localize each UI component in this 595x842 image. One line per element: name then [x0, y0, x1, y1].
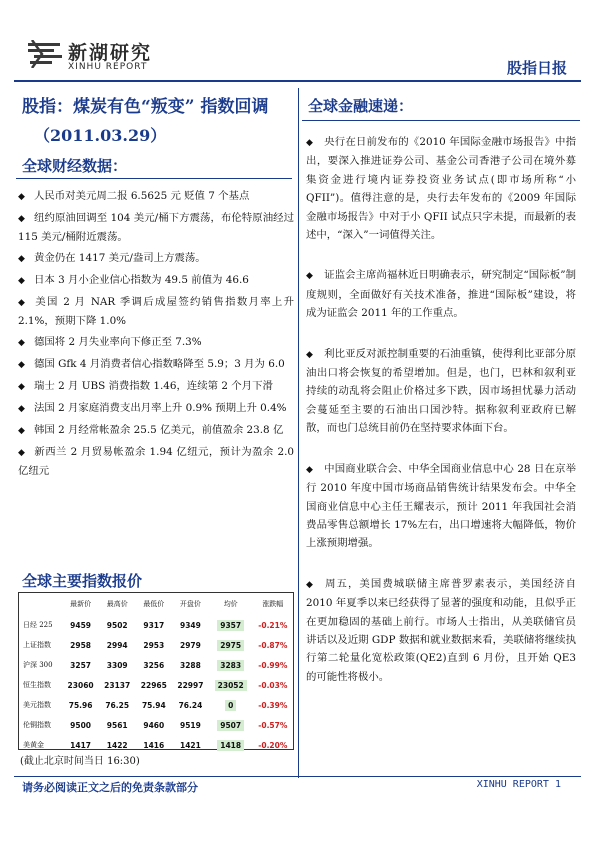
cell-latest: 3257: [70, 660, 92, 670]
diamond-bullet-icon: ◆: [18, 448, 25, 458]
column-header: 最新价: [70, 600, 92, 608]
cell-change: -0.21%: [258, 620, 288, 630]
list-item: [306, 575, 576, 686]
list-item-text: 德国将 2 月失业率向下修正至 7.3%: [34, 336, 202, 348]
cell-change: -0.20%: [258, 740, 288, 750]
list-item: [306, 460, 576, 553]
cell-latest: 9500: [70, 720, 92, 730]
list-item: [306, 345, 576, 438]
column-divider: [298, 88, 299, 778]
cell-low: 2953: [143, 640, 165, 650]
cell-latest: 9459: [70, 620, 92, 630]
list-item: [18, 293, 294, 330]
table-row: [19, 715, 293, 735]
cell-average: 2975: [217, 640, 244, 651]
table-row: [19, 675, 293, 695]
list-item: [18, 271, 294, 290]
list-item: [18, 209, 294, 246]
news-item-text: 利比亚反对派控制重要的石油重镇，使得利比亚部分原油出口将会恢复的希望增加。但是，也门，巴林和叙利亚持续的动乱将会阻止价格过多下跌，因市场担忧暴力活动会蔓延至主要的石油出口国沙特。据称叙利亚政府已解散，而也门总统目前仍在坚持要求体面下台。: [306, 347, 576, 435]
table-footnote: (截止北京时间当日 16:30): [20, 756, 140, 767]
column-header: 涨跌幅: [262, 600, 284, 608]
diamond-bullet-icon: ◆: [306, 349, 313, 360]
cell-high: 9502: [106, 620, 128, 630]
index-name: 恒生指数: [23, 681, 51, 689]
list-item: [18, 399, 294, 418]
diamond-bullet-icon: ◆: [18, 382, 25, 392]
company-logo: [28, 38, 188, 78]
index-name: 美元指数: [23, 701, 51, 709]
cell-average: 3283: [217, 660, 244, 671]
news-item-text: 中国商业联合会、中华全国商业信息中心 28 日在京举行 2010 年度中国市场商品销售统计结果发布会。中华全国商业信息中心主任王耀表示，预计 2011 年我国社会消费品零售总额增长 17%左右，出口增速将大幅降低，物价上涨预期增强。: [306, 462, 576, 550]
cell-average: 9507: [217, 720, 244, 731]
table-header-row: [19, 593, 293, 615]
list-item-text: 德国 Gfk 4 月消费者信心指数略降至 5.9；3 月为 6.0: [34, 358, 285, 370]
list-item-text: 法国 2 月家庭消费支出月率上升 0.9% 预期上升 0.4%: [34, 402, 287, 414]
list-item: [306, 133, 576, 244]
cell-high: 1422: [106, 740, 128, 750]
cell-open: 76.24: [178, 700, 203, 710]
cell-high: 3309: [106, 660, 128, 670]
cell-open: 9519: [179, 720, 201, 730]
econ-heading-rule: [16, 178, 292, 179]
column-header: 最高价: [106, 600, 128, 608]
cell-latest: 75.96: [68, 700, 93, 710]
list-item-text: 美国 2 月 NAR 季调后成屋签约销售指数月率上升 2.1%，预期下降 1.0%: [18, 296, 294, 327]
logo-text-cn: 新湖研究: [68, 42, 153, 64]
index-quotes-table: [18, 592, 294, 750]
index-name: 沪深 300: [23, 661, 53, 669]
cell-high: 2994: [106, 640, 128, 650]
list-item-text: 人民币对美元周二报 6.5625 元 贬值 7 个基点: [34, 190, 250, 202]
cell-latest: 23060: [67, 680, 94, 690]
diamond-bullet-icon: ◆: [18, 298, 25, 308]
diamond-bullet-icon: ◆: [18, 192, 25, 202]
table-row: [19, 655, 293, 675]
cell-latest: 1417: [70, 740, 92, 750]
list-item: [18, 377, 294, 396]
news-item-text: 央行在日前发布的《2010 年国际金融市场报告》中指出，要深入推进证券公司、基金公司香港子公司在境外募集资金进行境内证券投资业务试点(即市场所称“小 QFII”)。值得注意的是，央行去年发布的《2009 年国际金融市场报告》中对于小 QFII 试点只字未提，而最新的表述中，“深入”一词值得关注。: [306, 136, 576, 242]
column-header: 开盘价: [179, 600, 201, 608]
diamond-bullet-icon: ◆: [306, 138, 313, 148]
global-news-heading: 全球金融速递：: [308, 97, 414, 115]
diamond-bullet-icon: ◆: [306, 579, 313, 590]
footer-brand: [477, 779, 561, 790]
cell-low: 3256: [143, 660, 165, 670]
list-item: [306, 266, 576, 322]
cell-open: 22997: [177, 680, 204, 690]
diamond-bullet-icon: ◆: [306, 271, 313, 282]
cell-average: 23052: [215, 680, 247, 691]
diamond-bullet-icon: ◆: [18, 276, 25, 286]
column-header: [19, 593, 62, 615]
diamond-bullet-icon: ◆: [18, 254, 25, 264]
cell-latest: 2958: [70, 640, 92, 650]
diamond-bullet-icon: ◆: [18, 338, 25, 348]
table-row: [19, 635, 293, 655]
list-item: [18, 443, 294, 480]
index-name: 上证指数: [23, 641, 51, 649]
column-header: 均价: [223, 600, 238, 608]
list-item: [18, 249, 294, 268]
news-item-text: 证监会主席尚福林近日明确表示，研究制定“国际板”制度规则，全面做好有关技术准备，推进“国际板”建设，将成为证监会 2011 年的工作重点。: [306, 269, 576, 320]
column-header: 最低价: [143, 600, 165, 608]
cell-open: 3288: [179, 660, 201, 670]
list-item-text: 黄金仍在 1417 美元/盎司上方震荡。: [34, 252, 206, 264]
table-row: [19, 615, 293, 635]
diamond-bullet-icon: ◆: [18, 214, 25, 224]
cell-high: 76.25: [105, 700, 130, 710]
global-news-list: [306, 133, 576, 708]
index-quotes-heading: 全球主要指数报价: [22, 572, 143, 590]
cell-open: 2979: [179, 640, 201, 650]
cell-average: 9357: [217, 620, 244, 631]
list-item: [18, 421, 294, 440]
index-name: 美黄金: [23, 741, 44, 749]
page-title: 股指：煤炭有色“叛变” 指数回调: [22, 97, 269, 117]
index-name: 伦铜指数: [23, 721, 51, 729]
cell-low: 9460: [143, 720, 165, 730]
cell-low: 75.94: [141, 700, 166, 710]
footer-divider: [14, 776, 581, 777]
cell-low: 22965: [140, 680, 167, 690]
diamond-bullet-icon: ◆: [18, 426, 25, 436]
header-divider: [14, 80, 581, 82]
econ-data-heading: 全球财经数据：: [22, 157, 128, 175]
page-number: 1: [554, 779, 561, 790]
cell-average: 0: [225, 700, 236, 711]
diamond-bullet-icon: ◆: [18, 360, 25, 370]
list-item: [18, 333, 294, 352]
cell-change: -0.03%: [258, 680, 288, 690]
cell-change: -0.87%: [258, 640, 288, 650]
table-row: [19, 695, 293, 715]
cell-open: 9349: [179, 620, 201, 630]
xinhu-logo-icon: [28, 40, 62, 68]
diamond-bullet-icon: ◆: [306, 464, 313, 475]
global-heading-rule: [302, 120, 580, 121]
list-item-text: 瑞士 2 月 UBS 消费指数 1.46，连续第 2 个月下滑: [34, 380, 273, 392]
cell-change: -0.39%: [258, 700, 288, 710]
list-item: [18, 187, 294, 206]
cell-change: -0.57%: [258, 720, 288, 730]
index-table: [19, 593, 293, 755]
cell-average: 1418: [217, 740, 244, 751]
econ-data-list: [18, 187, 294, 483]
list-item: [18, 355, 294, 374]
cell-open: 1421: [179, 740, 201, 750]
cell-low: 1416: [143, 740, 165, 750]
disclaimer-note: 请务必阅读正文之后的免责条款部分: [22, 781, 198, 794]
index-name: 日经 225: [23, 621, 53, 629]
report-date: （2011.03.29）: [34, 126, 167, 145]
list-item-text: 日本 3 月小企业信心指数为 49.5 前值为 46.6: [34, 274, 249, 286]
cell-high: 23137: [104, 680, 131, 690]
diamond-bullet-icon: ◆: [18, 404, 25, 414]
list-item-text: 韩国 2 月经常帐盈余 25.5 亿美元，前值盈余 23.8 亿: [34, 424, 284, 436]
logo-text-en: XINHU REPORT: [68, 62, 148, 72]
list-item-text: 新西兰 2 月贸易帐盈余 1.94 亿纽元，预计为盈余 2.0 亿纽元: [18, 446, 294, 477]
list-item-text: 纽约原油回调至 104 美元/桶下方震荡，布伦特原油经过 115 美元/桶附近震荡。: [18, 212, 294, 243]
news-item-text: 周五，美国费城联储主席普罗素表示，美国经济自 2010 年夏季以来已经获得了显著的强度和动能，且似乎正在更加稳固的基础上前行。市场人士指出，从美联储官员讲话以及近期 GDP 数据和就业数据来看，美联储将继续执行第二轮量化宽松政策(QE2)直到 6 月份，且开始 QE3 的可能性将极小。: [306, 577, 576, 683]
cell-low: 9317: [143, 620, 165, 630]
cell-change: -0.99%: [258, 660, 288, 670]
report-type: 股指日报: [506, 59, 567, 77]
cell-high: 9561: [106, 720, 128, 730]
footer-brand-text: XINHU REPORT: [476, 779, 549, 790]
